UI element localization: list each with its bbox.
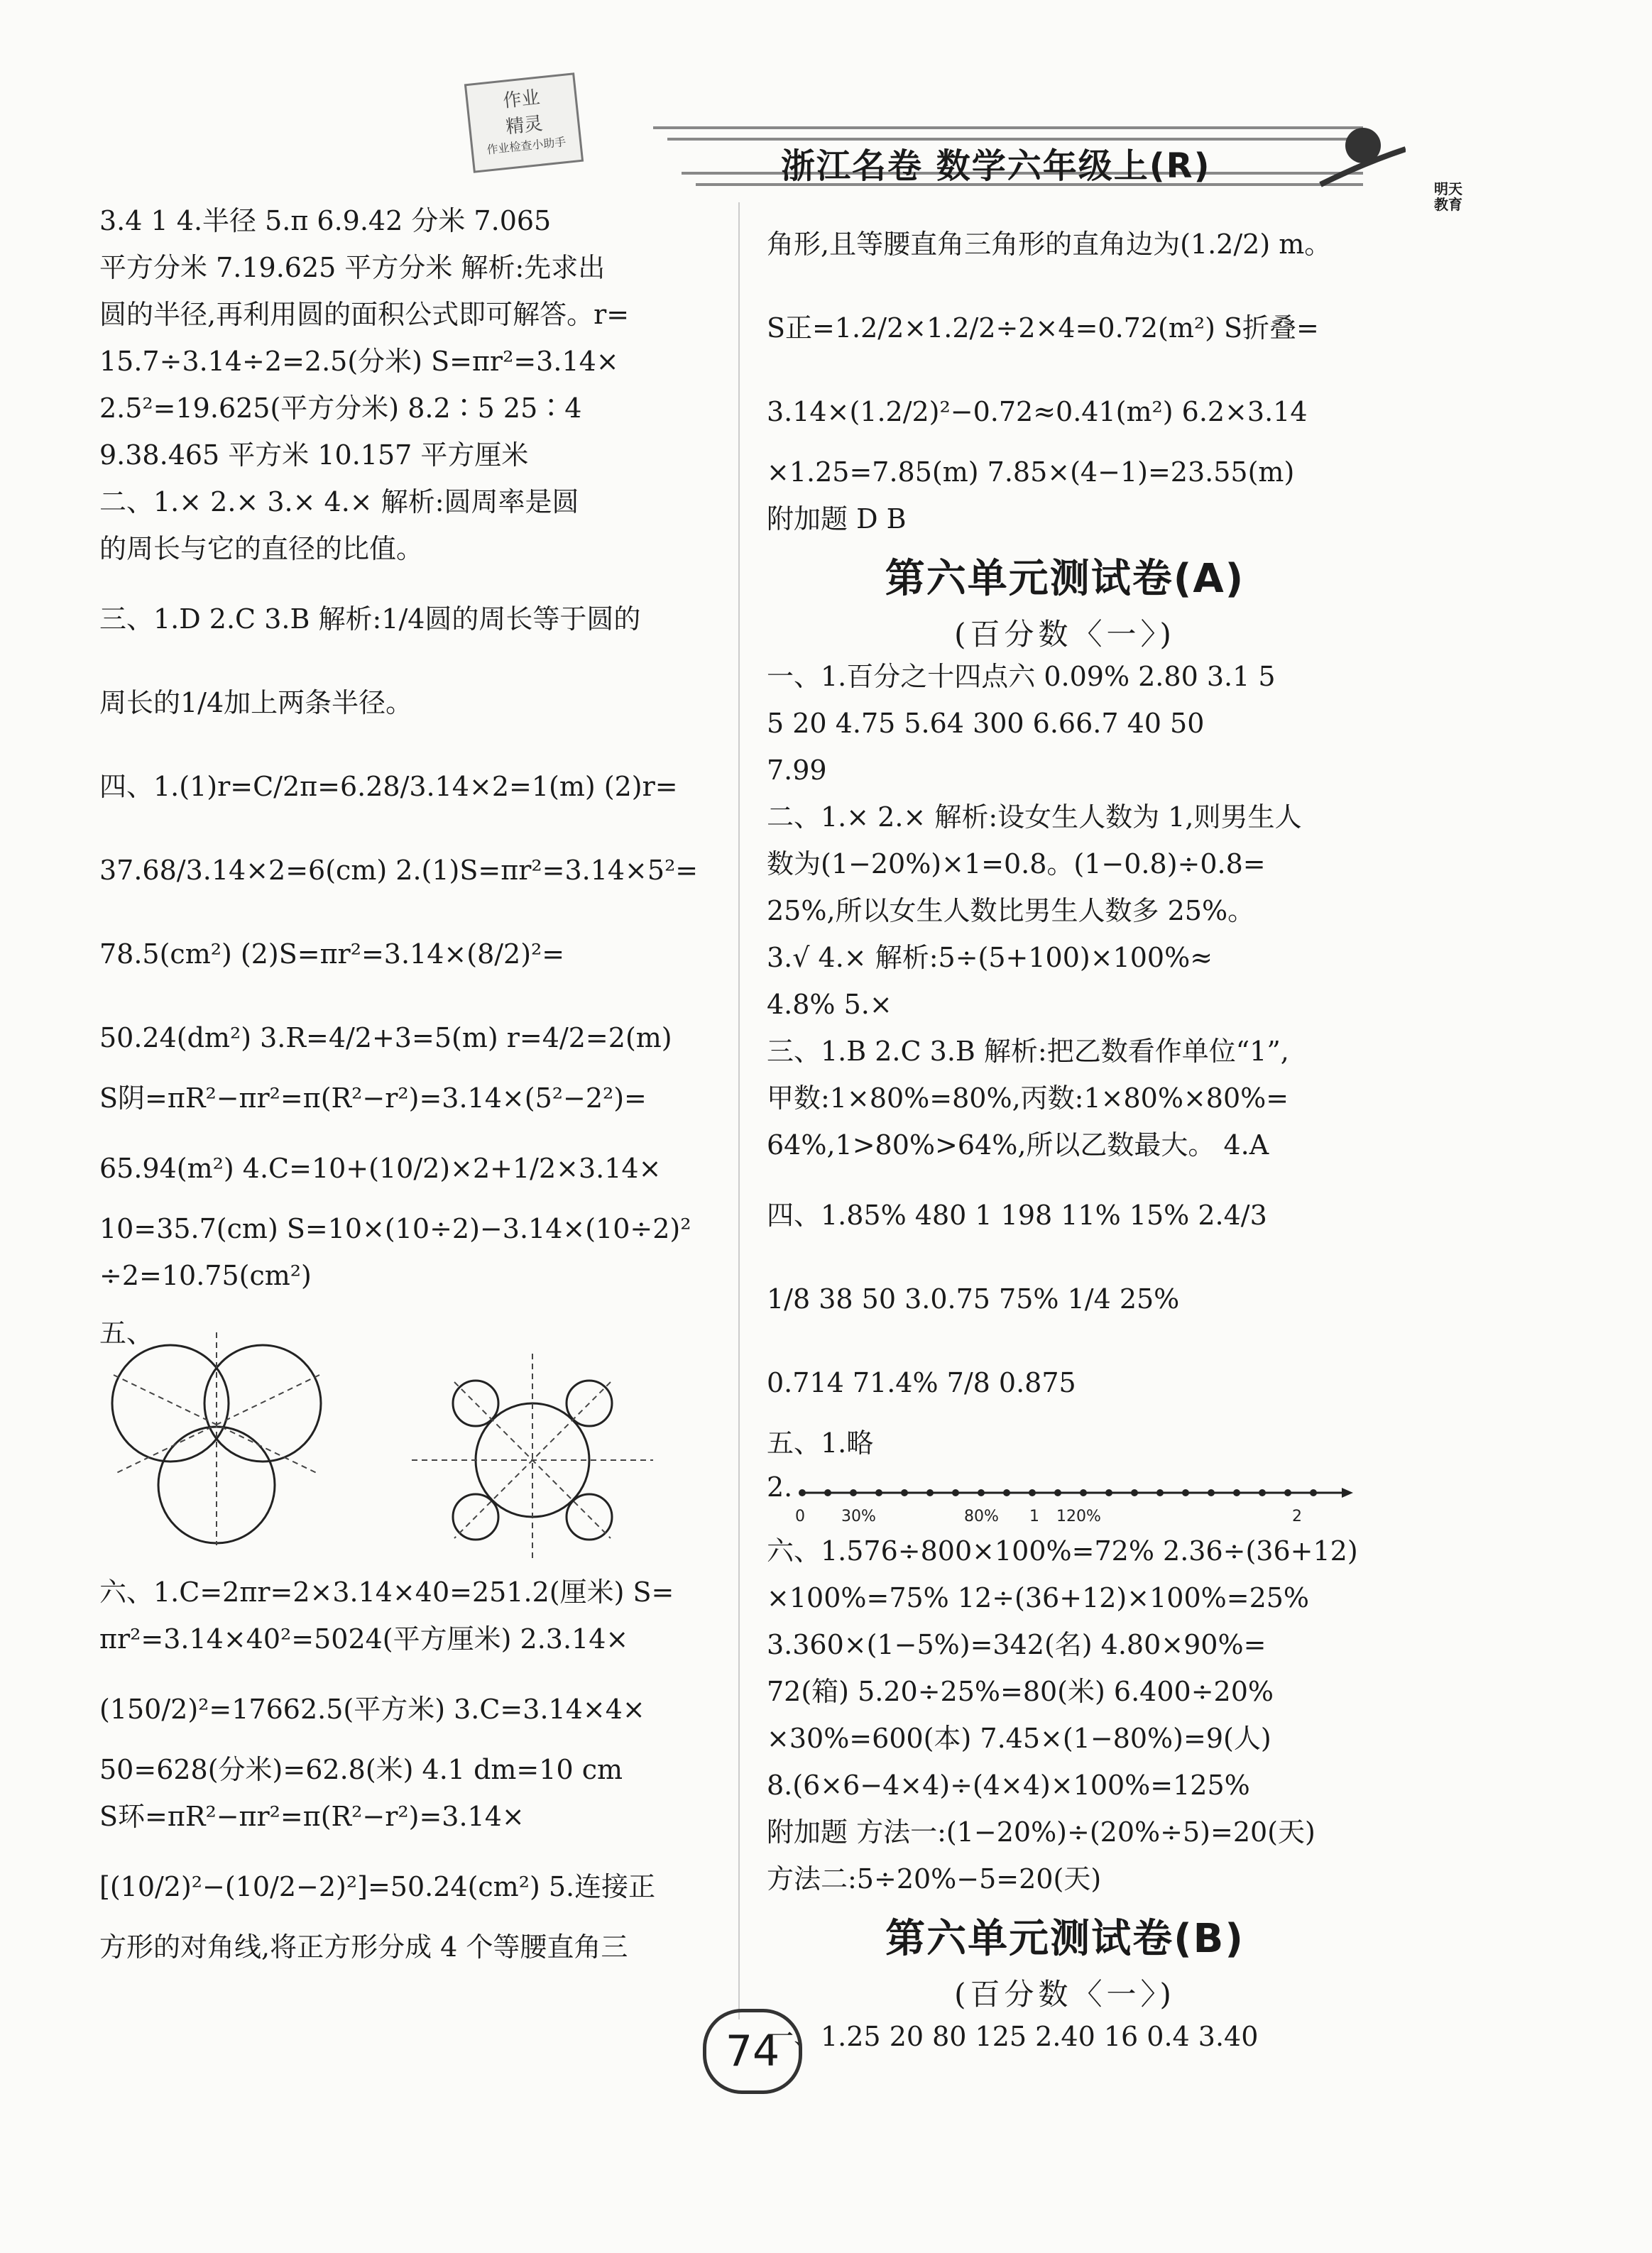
number-line-tick	[1310, 1489, 1317, 1496]
test-b-title: 第六单元测试卷(B)	[885, 1916, 1245, 1962]
answer-line: 四、1.85% 480 1 198 11% 15% 2.4/3	[767, 1200, 1267, 1231]
answer-line: 数为(1−20%)×1=0.8。(1−0.8)÷0.8=	[767, 848, 1266, 879]
test-a-subtitle: (百分数〈一〉)	[954, 617, 1176, 652]
nl-label: 30%	[841, 1508, 876, 1525]
number-line-tick	[824, 1489, 831, 1496]
answer-line: 10=35.7(cm) S=10×(10÷2)−3.14×(10÷2)²	[99, 1213, 691, 1244]
nl-label: 0	[795, 1508, 805, 1525]
answer-line: 37.68/3.14×2=6(cm) 2.(1)S=πr²=3.14×5²=	[99, 855, 699, 886]
answer-line: ×30%=600(本) 7.45×(1−80%)=9(人)	[767, 1723, 1271, 1754]
answer-line: 二、1.× 2.× 3.× 4.× 解析:圆周率是圆	[99, 486, 579, 517]
figure-section-label: 五、	[99, 1317, 154, 1349]
answer-line: 三、1.B 2.C 3.B 解析:把乙数看作单位“1”,	[767, 1036, 1289, 1067]
number-line-tick	[1029, 1489, 1036, 1496]
answer-line: 圆的半径,再利用圆的面积公式即可解答。r=	[99, 299, 630, 330]
left-column	[99, 202, 699, 1975]
answer-line: 方法二:5÷20%−5=20(天)	[767, 1863, 1102, 1895]
answer-line: 72(箱) 5.20÷25%=80(米) 6.400÷20%	[767, 1676, 1274, 1707]
number-line-tick	[1182, 1489, 1189, 1496]
answer-line: 四、1.(1)r=C/2π=6.28/3.14×2=1(m) (2)r=	[99, 771, 678, 802]
number-line-tick	[1131, 1489, 1138, 1496]
answer-line: S正=1.2/2×1.2/2÷2×4=0.72(m²) S折叠=	[767, 312, 1319, 344]
answer-line: 3.√ 4.× 解析:5÷(5+100)×100%≈	[767, 942, 1213, 973]
number-line-tick	[1284, 1489, 1291, 1496]
answer-line: 六、1.576÷800×100%=72% 2.36÷(36+12)	[767, 1535, 1358, 1567]
answer-line: 附加题 方法一:(1−20%)÷(20%÷5)=20(天)	[767, 1816, 1315, 1848]
answer-line: 64%,1>80%>64%,所以乙数最大。 4.A	[767, 1129, 1269, 1161]
answer-line: 0.714 71.4% 7/8 0.875	[767, 1367, 1076, 1398]
answer-line: πr²=3.14×40²=5024(平方厘米) 2.3.14×	[99, 1623, 629, 1655]
number-line-tick	[850, 1489, 857, 1496]
answer-line: 5 20 4.75 5.64 300 6.66.7 40 50	[767, 708, 1205, 739]
answer-line: 7.99	[767, 755, 827, 786]
answer-line: 50.24(dm²) 3.R=4/2+3=5(m) r=4/2=2(m)	[99, 1022, 672, 1053]
answer-line: 甲数:1×80%=80%,丙数:1×80%×80%=	[767, 1082, 1289, 1114]
answer-line: ×1.25=7.85(m) 7.85×(4−1)=23.55(m)	[767, 456, 1295, 488]
nl-label: 120%	[1056, 1508, 1101, 1525]
brand-name-line-1: 明天	[1434, 180, 1462, 197]
answer-line: 附加题 D B	[767, 503, 907, 535]
answer-line: 78.5(cm²) (2)S=πr²=3.14×(8/2)²=	[99, 938, 565, 970]
number-line	[795, 1474, 1356, 1531]
number-line-tick	[978, 1489, 985, 1496]
number-line-tick	[1156, 1489, 1164, 1496]
stamp-line-1: 作业	[502, 87, 541, 112]
page-number: 74	[703, 2009, 802, 2094]
circle-figures	[99, 1304, 696, 1574]
answer-line: 1/8 38 50 3.0.75 75% 1/4 25%	[767, 1283, 1180, 1315]
answer-line: 周长的1/4加上两条半径。	[99, 687, 413, 718]
column-divider	[738, 202, 740, 2019]
circle-diagrams	[99, 1332, 696, 1567]
answer-line: 3.360×(1−5%)=342(名) 4.80×90%=	[767, 1629, 1267, 1660]
test-a-title: 第六单元测试卷(A)	[885, 556, 1245, 602]
number-line-tick	[1080, 1489, 1087, 1496]
answer-line: 二、1.× 2.× 解析:设女生人数为 1,则男生人	[767, 801, 1302, 833]
number-line-tick	[952, 1489, 959, 1496]
number-line-tick	[799, 1489, 806, 1496]
answer-line: 一、1.百分之十四点六 0.09% 2.80 3.1 5	[767, 661, 1276, 692]
answer-line: 25%,所以女生人数比男生人数多 25%。	[767, 895, 1255, 926]
book-title: 浙江名卷 数学六年级上(R)	[781, 146, 1211, 186]
left-circle	[112, 1345, 229, 1462]
answer-line: 方形的对角线,将正方形分成 4 个等腰直角三	[99, 1931, 628, 1963]
answer-line: 8.(6×6−4×4)÷(4×4)×100%=125%	[767, 1770, 1250, 1801]
answer-line: 六、1.C=2πr=2×3.14×40=251.2(厘米) S=	[99, 1577, 674, 1608]
answer-line: 50=628(分米)=62.8(米) 4.1 dm=10 cm	[99, 1754, 623, 1785]
right-circle	[204, 1345, 321, 1462]
number-line-tick	[1003, 1489, 1010, 1496]
answer-line: (150/2)²=17662.5(平方米) 3.C=3.14×4×	[99, 1694, 645, 1725]
answer-line: ÷2=10.75(cm²)	[99, 1260, 312, 1291]
right-column	[767, 202, 1363, 2065]
answer-line: ×100%=75% 12÷(36+12)×100%=25%	[767, 1582, 1310, 1613]
answer-line: 三、1.D 2.C 3.B 解析:1/4圆的周长等于圆的	[99, 603, 641, 635]
number-line-prefix: 2.	[767, 1471, 793, 1503]
number-line-row	[767, 1471, 1363, 1533]
answer-line: 2.5²=19.625(平方分米) 8.2∶5 25∶4	[99, 393, 582, 424]
nl-label: 80%	[964, 1508, 999, 1525]
answer-line: 五、1.略	[767, 1427, 874, 1459]
answer-line: 15.7÷3.14÷2=2.5(分米) S=πr²=3.14×	[99, 346, 619, 377]
answer-line: 4.8% 5.×	[767, 989, 892, 1020]
answer-line: 角形,且等腰直角三角形的直角边为(1.2/2) m。	[767, 229, 1332, 260]
number-line-tick	[926, 1489, 934, 1496]
answer-line: 的周长与它的直径的比值。	[99, 533, 424, 564]
answer-line: [(10/2)²−(10/2−2)²]=50.24(cm²) 5.连接正	[99, 1871, 656, 1902]
number-line-tick	[1208, 1489, 1215, 1496]
number-line-tick	[1105, 1489, 1112, 1496]
brand-name	[1434, 181, 1462, 212]
answer-line: 3.4 1 4.半径 5.π 6.9.42 分米 7.065	[99, 205, 552, 236]
number-line-tick	[1259, 1489, 1266, 1496]
homework-stamp	[464, 72, 584, 173]
stamp-line-3: 作业检查小助手	[486, 135, 567, 157]
answer-line: 9.38.465 平方米 10.157 平方厘米	[99, 439, 529, 471]
number-line-tick	[901, 1489, 908, 1496]
nl-label: 1	[1029, 1508, 1039, 1525]
stamp-line-2: 精灵	[504, 113, 544, 138]
number-line-tick	[875, 1489, 882, 1496]
test-b-subtitle: (百分数〈一〉)	[954, 1977, 1176, 2012]
brand-name-line-2: 教育	[1434, 196, 1462, 213]
answer-line: S环=πR²−πr²=π(R²−r²)=3.14×	[99, 1801, 525, 1832]
answer-line: 65.94(m²) 4.C=10+(10/2)×2+1/2×3.14×	[99, 1153, 662, 1184]
answer-line: 平方分米 7.19.625 平方分米 解析:先求出	[99, 252, 606, 283]
number-line-tick	[1233, 1489, 1240, 1496]
answer-line: 一、1.25 20 80 125 2.40 16 0.4 3.40	[767, 2021, 1259, 2052]
answer-line: S阴=πR²−πr²=π(R²−r²)=3.14×(5²−2²)=	[99, 1082, 647, 1114]
answer-line: 3.14×(1.2/2)²−0.72≈0.41(m²) 6.2×3.14	[767, 396, 1308, 427]
number-line-tick	[1054, 1489, 1061, 1496]
nl-label: 2	[1292, 1508, 1302, 1525]
